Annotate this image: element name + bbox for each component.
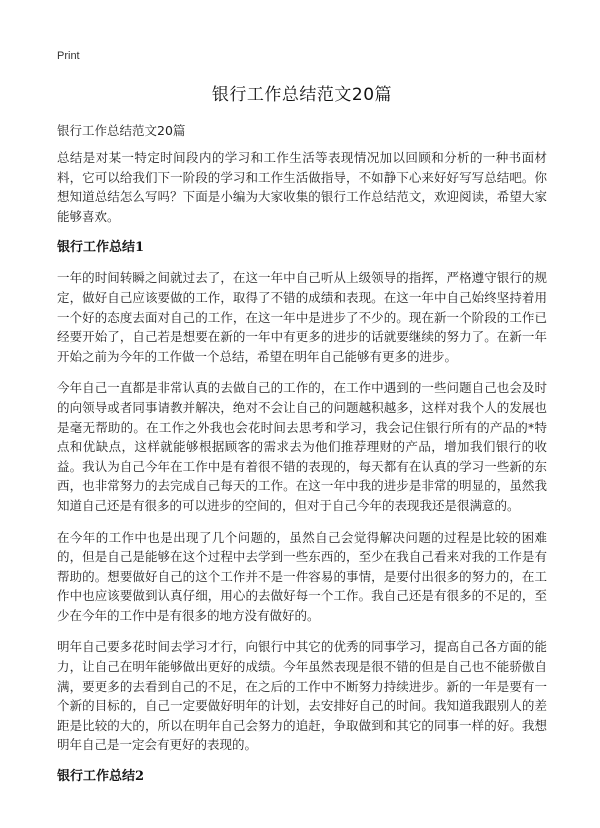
section-1-paragraph-3: 在今年的工作中也是出现了几个问题的，虽然自己会觉得解决问题的过程是比较的困难的，但是自己是能够在这个过程中去学到一些东西的，至少在我自己看来对我的工作是有帮助的。想要做好自己的这个工作并不是一件容易的事情，是要付出很多的努力的，在工作中也应该要做到认真仔细，用心的去做好每一个工作。我自己还是有很多的不足的，至少在今年的工作中是有很多的地方没有做好的。 [57, 529, 547, 623]
intro-paragraph: 总结是对某一特定时间段内的学习和工作生活等表现情况加以回顾和分析的一种书面材料，它可以给我们下一阶段的学习和工作生活做指导，不如静下心来好好写写总结吧。你想知道总结怎么写吗？下面是小编为大家收集的银行工作总结范文，欢迎阅读，希望大家能够喜欢。 [57, 150, 547, 224]
section-heading-2: 银行工作总结2 [57, 769, 145, 785]
section-1-paragraph-4: 明年自己要多花时间去学习才行，向银行中其它的优秀的同事学习，提高自己各方面的能力，让自己在明年能够做出更好的成绩。今年虽然表现是很不错的但是自己也不能骄傲自满，要更多的去看到自己的不足，在之后的工作中不断努力持续进步。新的一年是要有一个新的目标的，自己一定要做好明年的计划，去安排好自己的时间。我知道我跟别人的差距是比较的大的，所以在明年自己会努力的追赶，争取做到和其它的同事一样的好。我想明年自己是一定会有更好的表现的。 [57, 639, 547, 753]
section-1-paragraph-2: 今年自己一直都是非常认真的去做自己的工作的，在工作中遇到的一些问题自己也会及时的向领导或者同事请教并解决，绝对不会让自己的问题越积越多，这样对我个人的发展也是毫无帮助的。在工作之外我也会花时间去思考和学习，我会记住银行所有的产品的*特点和优缺点，这样就能够根据顾客的需求去为他们推荐理财的产品，增加我们银行的收益。我认为自己今年在工作中是有着很不错的表现的，每天都有在认真的学习一些新的东西，也非常努力的去完成自己每天的工作。在这一年中我的进步是非常的明显的，虽然我知道自己还是有很多的可以进步的空间的，但对于自己今年的表现我还是很满意的。 [57, 380, 547, 513]
section-1-paragraph-1: 一年的时间转瞬之间就过去了，在这一年中自己听从上级领导的指挥，严格遵守银行的规定，做好自己应该要做的工作，取得了不错的成绩和表现。在这一年中自己始终坚持着用一个好的态度去面对自己的工作，在这一年中是进步了不少的。现在新一个阶段的工作已经要开始了，自己若是想要在新的一年中有更多的进步的话就要继续的努力了。在新一年开始之前为今年的工作做一个总结，希望在明年自己能够有更多的进步。 [57, 270, 547, 364]
document-subtitle: 银行工作总结范文20篇 [57, 123, 186, 138]
document-body [57, 148, 547, 797]
section-heading-1: 银行工作总结1 [57, 240, 145, 256]
document-title: 银行工作总结范文20篇 [211, 85, 393, 105]
print-link[interactable]: Print [57, 50, 80, 62]
